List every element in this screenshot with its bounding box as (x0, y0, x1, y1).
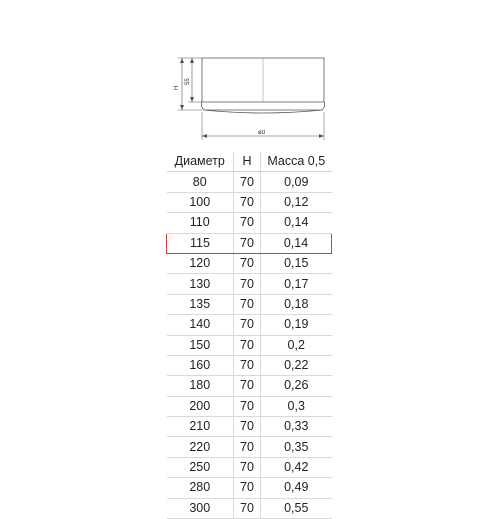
cell-h: 70 (234, 294, 261, 314)
cell-diameter: 135 (167, 294, 234, 314)
cell-diameter: 180 (167, 376, 234, 396)
table-row (167, 478, 332, 498)
table-row (167, 335, 332, 355)
cell-diameter: 100 (167, 192, 234, 212)
spec-table (166, 152, 332, 519)
cell-h: 70 (234, 355, 261, 375)
cell-h: 70 (234, 498, 261, 518)
cell-diameter: 200 (167, 396, 234, 416)
cell-mass: 0,19 (261, 315, 332, 335)
table-row (167, 457, 332, 477)
table-row (167, 498, 332, 518)
table-row (167, 417, 332, 437)
cell-h: 70 (234, 335, 261, 355)
cell-mass: 0,2 (261, 335, 332, 355)
height-55-label: 55 (185, 78, 191, 85)
table-row (167, 437, 332, 457)
cell-diameter: 250 (167, 457, 234, 477)
cell-mass: 0,14 (261, 233, 332, 253)
table-row (167, 315, 332, 335)
cell-h: 70 (234, 417, 261, 437)
cell-diameter: 160 (167, 355, 234, 375)
table-row (167, 274, 332, 294)
cell-mass: 0,35 (261, 437, 332, 457)
cell-mass: 0,17 (261, 274, 332, 294)
header-diameter: Диаметр (167, 152, 234, 172)
table-row (167, 396, 332, 416)
table-row (167, 172, 332, 192)
cell-mass: 0,33 (261, 417, 332, 437)
cell-h: 70 (234, 274, 261, 294)
cell-h: 70 (234, 213, 261, 233)
cell-h: 70 (234, 396, 261, 416)
height-label: H (174, 85, 180, 90)
table-row (167, 355, 332, 375)
cell-h: 70 (234, 172, 261, 192)
cell-mass: 0,26 (261, 376, 332, 396)
cell-diameter: 115 (167, 233, 234, 253)
cell-diameter: 130 (167, 274, 234, 294)
cell-h: 70 (234, 253, 261, 273)
cell-mass: 0,55 (261, 498, 332, 518)
table-header-row (167, 152, 332, 172)
table-row (167, 213, 332, 233)
cell-h: 70 (234, 376, 261, 396)
cell-h: 70 (234, 315, 261, 335)
diameter-label: ød (258, 130, 266, 136)
cell-mass: 0,49 (261, 478, 332, 498)
cell-diameter: 80 (167, 172, 234, 192)
cap-bottom (204, 110, 322, 113)
cell-h: 70 (234, 478, 261, 498)
header-mass: Масса 0,5 (261, 152, 332, 172)
cell-mass: 0,14 (261, 213, 332, 233)
cell-h: 70 (234, 457, 261, 477)
cell-diameter: 150 (167, 335, 234, 355)
cell-diameter: 300 (167, 498, 234, 518)
cell-diameter: 120 (167, 253, 234, 273)
cell-mass: 0,12 (261, 192, 332, 212)
cell-diameter: 220 (167, 437, 234, 457)
cell-diameter: 280 (167, 478, 234, 498)
table-row (167, 253, 332, 273)
cell-h: 70 (234, 437, 261, 457)
cell-mass: 0,15 (261, 253, 332, 273)
table-row (167, 233, 332, 253)
table-row (167, 192, 332, 212)
cell-mass: 0,22 (261, 355, 332, 375)
cell-h: 70 (234, 192, 261, 212)
cell-diameter: 110 (167, 213, 234, 233)
cell-mass: 0,18 (261, 294, 332, 314)
cell-diameter: 140 (167, 315, 234, 335)
cell-mass: 0,09 (261, 172, 332, 192)
technical-drawing (160, 50, 340, 145)
cap-band (201, 102, 324, 110)
cell-mass: 0,3 (261, 396, 332, 416)
table-row (167, 376, 332, 396)
cell-h: 70 (234, 233, 261, 253)
cell-diameter: 210 (167, 417, 234, 437)
table-row (167, 294, 332, 314)
header-h: H (234, 152, 261, 172)
cell-mass: 0,42 (261, 457, 332, 477)
